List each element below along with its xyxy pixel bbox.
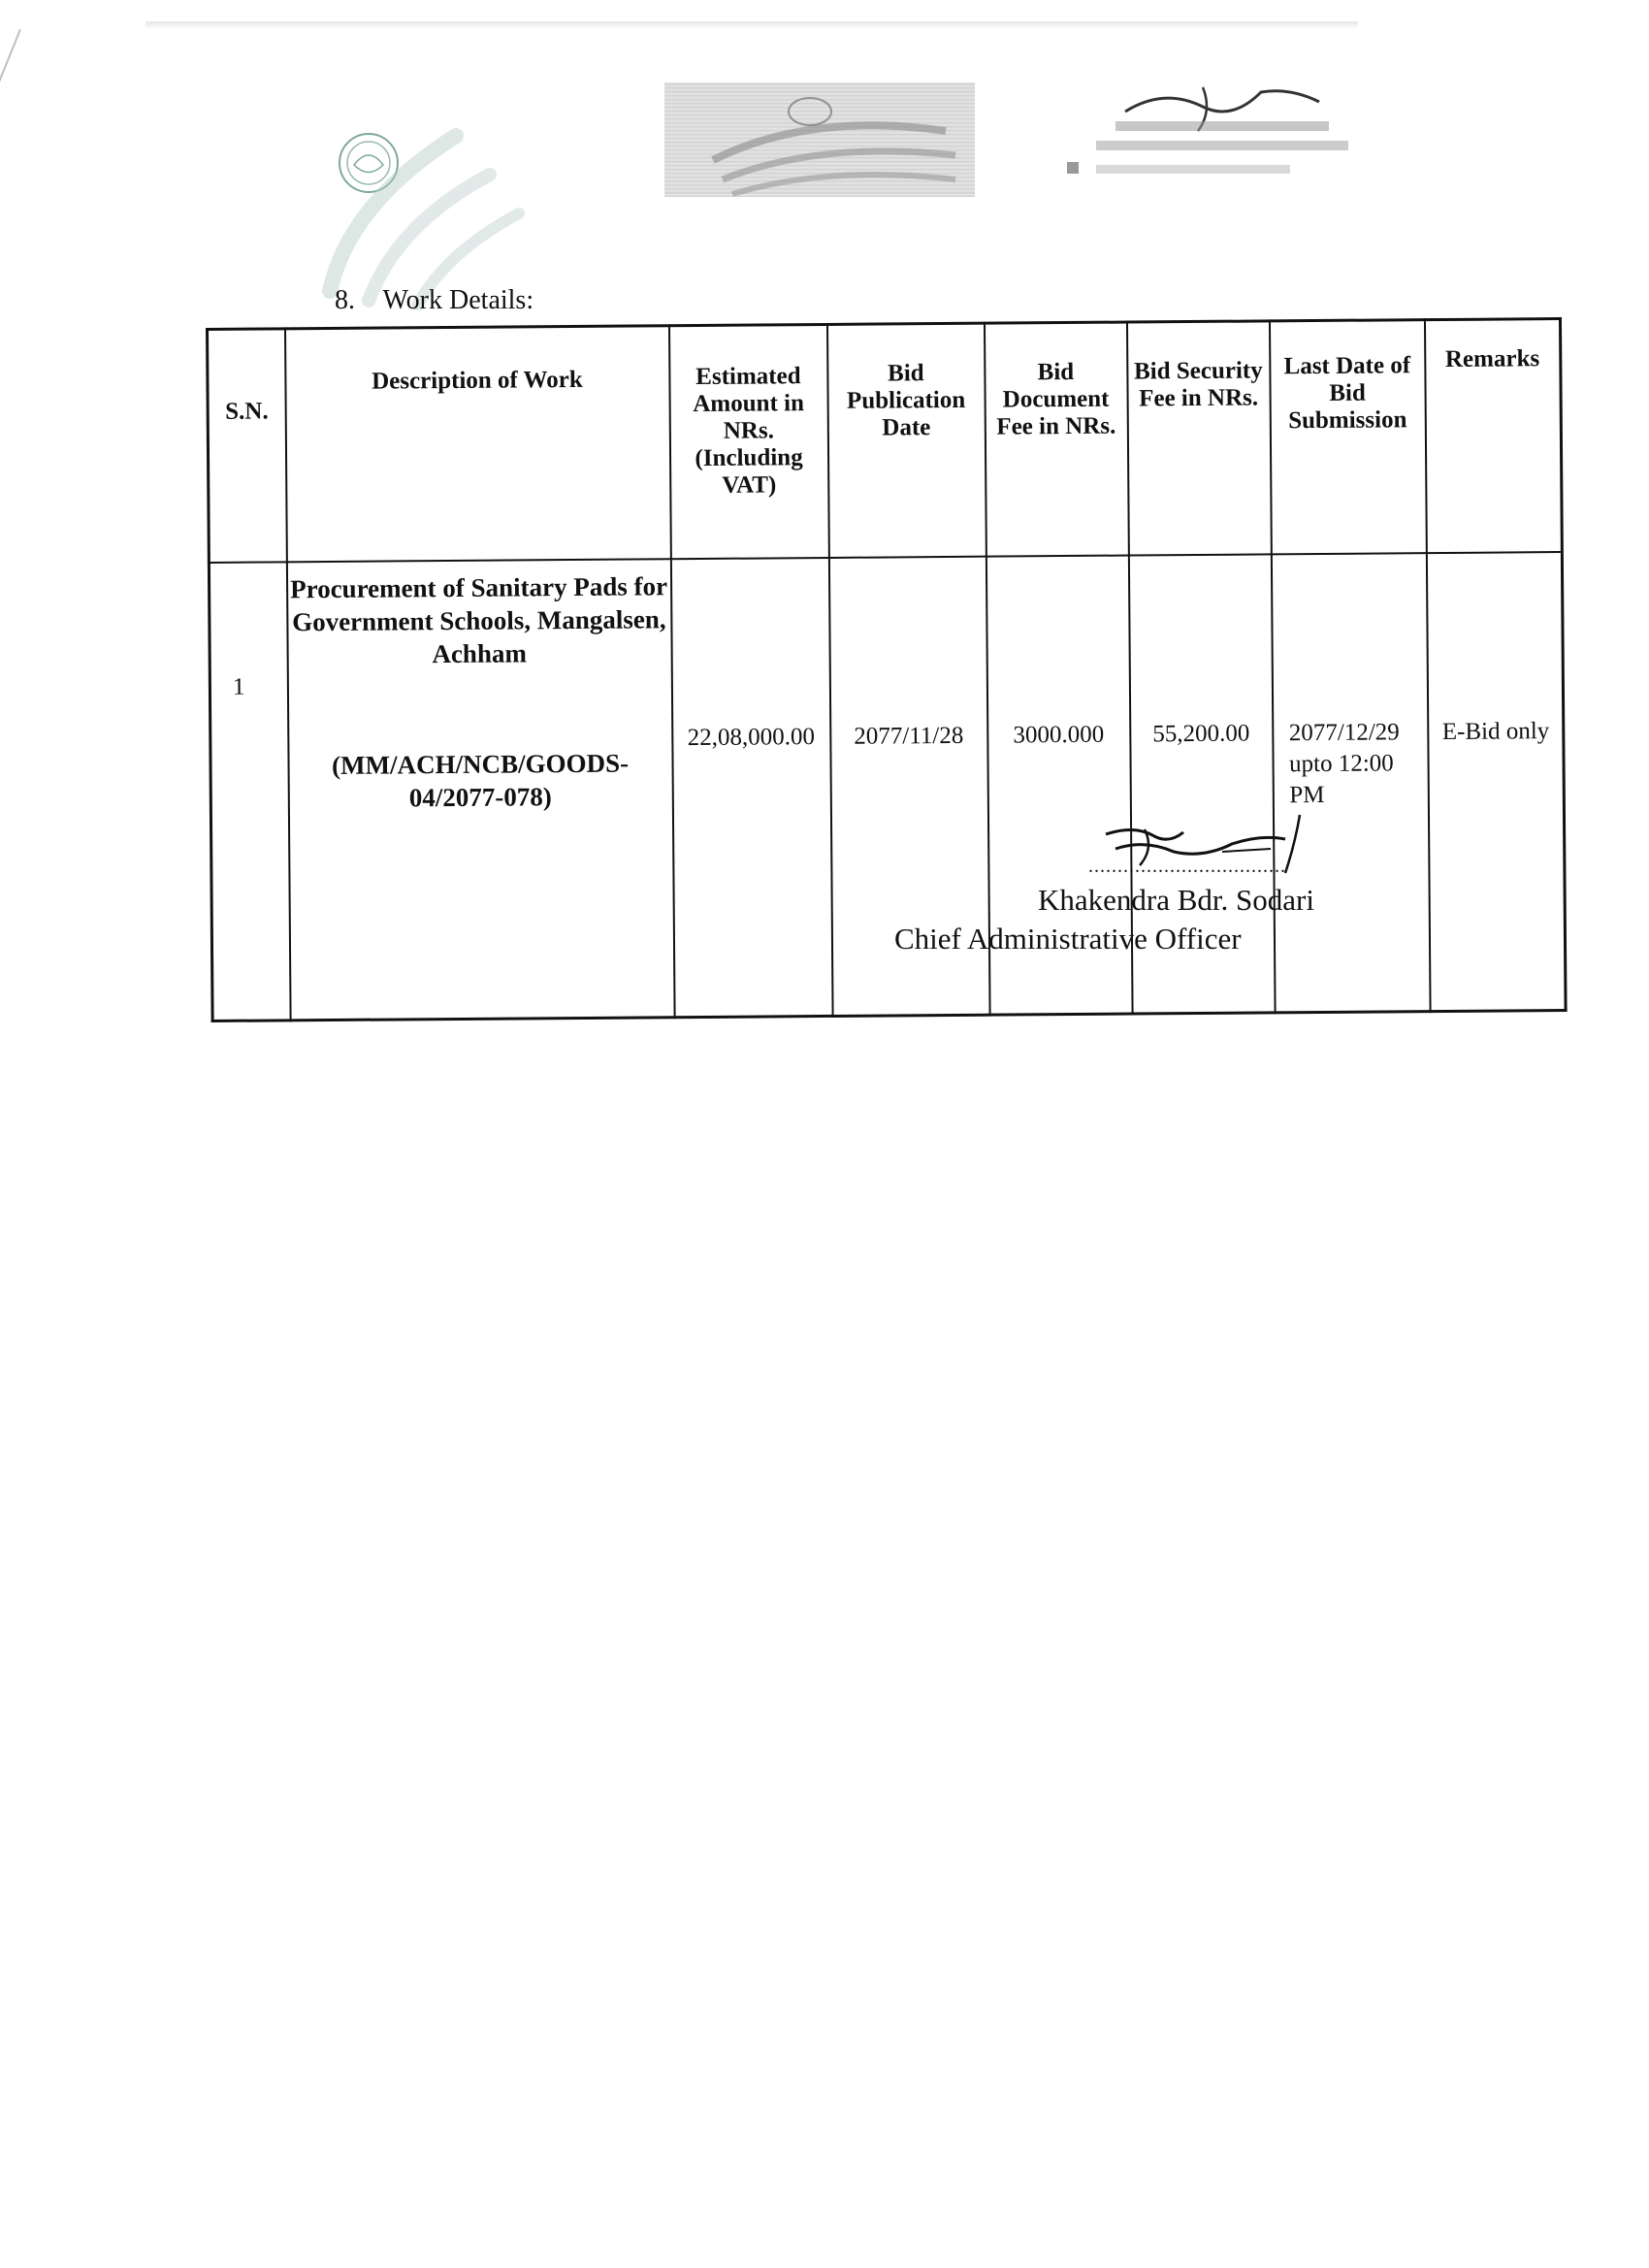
signatory-title: Chief Administrative Officer [894,922,1242,956]
work-code: (MM/ACH/NCB/GOODS-04/2077-078) [331,748,630,813]
scan-edge [146,21,1358,29]
work-details-table [206,317,1568,1022]
cell-last-date: 2077/12/29 upto 12:00 PM [1271,553,1430,1013]
header-description: Description of Work [285,326,671,563]
table-header-row [208,319,1563,563]
cell-remarks: E-Bid only [1426,552,1566,1012]
header-last-date: Last Date of Bid Submission [1269,320,1426,555]
cell-security-fee: 55,200.00 [1128,554,1275,1014]
cell-estimated-amount: 22,08,000.00 [670,558,832,1018]
cell-publication-date: 2077/11/28 [828,557,989,1017]
work-description: Procurement of Sanitary Pads for Government Schools, Mangalsen, Achham [290,571,668,669]
signature-stamp [999,82,1368,194]
section-title: Work Details: [382,285,534,315]
municipal-seal [310,97,534,310]
header-document-fee: Bid Document Fee in NRs. [984,322,1128,557]
cell-sn: 1 [209,562,290,1021]
table-row [209,552,1566,1021]
header-sn: S.N. [208,329,287,563]
section-heading [335,285,534,316]
office-stamp [664,82,975,197]
cell-description [286,559,674,1021]
header-remarks: Remarks [1424,319,1562,554]
header-security-fee: Bid Security Fee in NRs. [1126,321,1271,556]
cell-document-fee: 3000.000 [986,556,1132,1016]
header-estimated-amount: Estimated Amount in NRs. (Including VAT) [668,324,828,559]
work-details-table-wrapper [206,317,1565,1022]
signatory-name: Khakendra Bdr. Sodari [1038,883,1314,917]
header-publication-date: Bid Publication Date [826,323,986,558]
signature-line: .................................. [1088,856,1286,877]
section-number: 8. [335,285,355,315]
scan-edge [0,29,21,237]
